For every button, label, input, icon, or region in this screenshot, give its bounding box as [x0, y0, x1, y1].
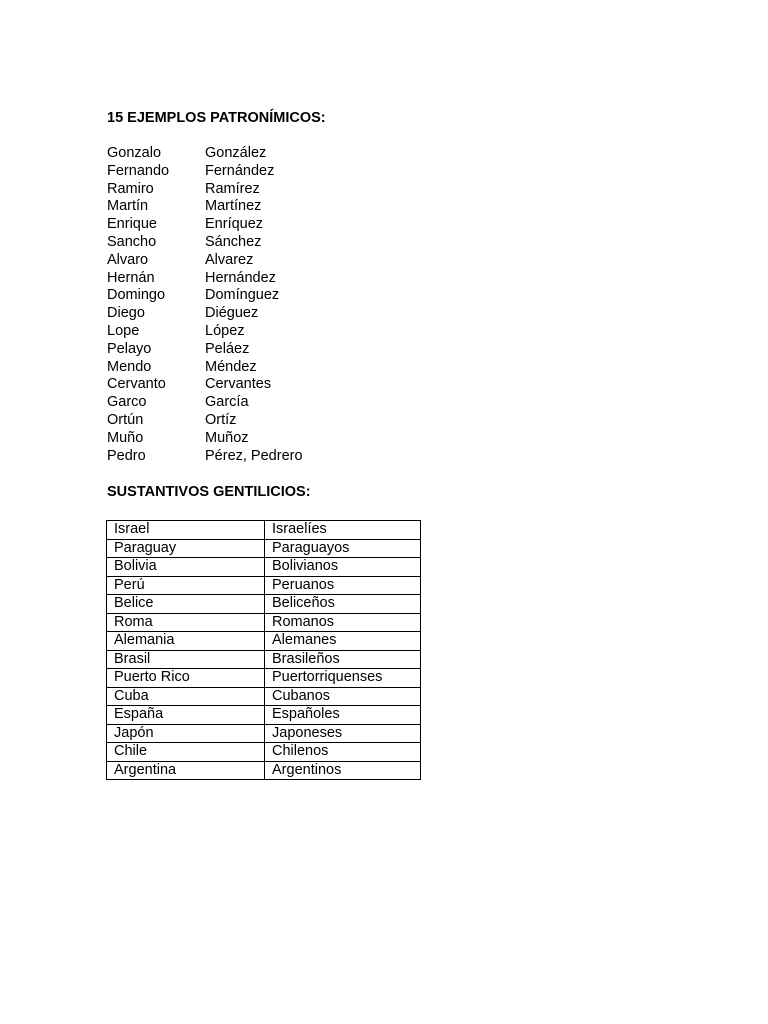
table-row: [107, 724, 421, 743]
place-cell: Belice: [107, 595, 265, 614]
surname: Diéguez: [205, 305, 259, 322]
demonym-cell: Paraguayos: [265, 539, 421, 558]
demonym-cell: Alemanes: [265, 632, 421, 651]
demonym-cell: Beliceños: [265, 595, 421, 614]
place-cell: Alemania: [107, 632, 265, 651]
table-row: [107, 669, 421, 688]
given-name: Pedro: [107, 447, 146, 464]
table-row: [107, 743, 421, 762]
demonym-cell: Peruanos: [265, 576, 421, 595]
surname: Muñoz: [205, 429, 249, 446]
table-row: [107, 613, 421, 632]
surname: Sánchez: [205, 233, 262, 250]
table-row: [107, 706, 421, 725]
given-name: Ortún: [107, 411, 144, 428]
place-cell: Israel: [107, 521, 265, 540]
demonym-cell: Brasileños: [265, 650, 421, 669]
given-name: Muño: [107, 429, 144, 446]
place-cell: Chile: [107, 743, 265, 762]
given-name: Mendo: [107, 358, 152, 375]
demonym-cell: Chilenos: [265, 743, 421, 762]
given-name: Gonzalo: [107, 145, 162, 161]
demonym-cell: Romanos: [265, 613, 421, 632]
table-row: [107, 521, 421, 540]
surname: Alvarez: [205, 251, 254, 268]
place-cell: Argentina: [107, 761, 265, 780]
gentilicios-table: [106, 520, 421, 780]
place-cell: Brasil: [107, 650, 265, 669]
surname: Martínez: [205, 198, 262, 215]
demonym-cell: Japoneses: [265, 724, 421, 743]
surname: Hernández: [205, 269, 276, 286]
demonym-cell: Bolivianos: [265, 558, 421, 577]
table-row: [107, 558, 421, 577]
given-name: Ramiro: [107, 180, 154, 197]
surname: Peláez: [205, 340, 250, 357]
given-name: Hernán: [107, 269, 155, 286]
surname: López: [205, 322, 245, 339]
place-cell: España: [107, 706, 265, 725]
surname: García: [205, 394, 249, 411]
given-name: Enrique: [107, 216, 157, 233]
place-cell: Bolivia: [107, 558, 265, 577]
place-cell: Paraguay: [107, 539, 265, 558]
given-name: Sancho: [107, 233, 157, 250]
place-cell: Perú: [107, 576, 265, 595]
demonym-cell: Cubanos: [265, 687, 421, 706]
table-row: [107, 650, 421, 669]
surname: González: [205, 145, 267, 161]
patronimicos-heading: 15 EJEMPLOS PATRONÍMICOS:: [107, 110, 326, 126]
given-name: Fernando: [107, 162, 170, 179]
given-name: Cervanto: [107, 376, 166, 393]
gentilicios-heading: SUSTANTIVOS GENTILICIOS:: [107, 484, 311, 500]
place-cell: Puerto Rico: [107, 669, 265, 688]
table-row: [107, 539, 421, 558]
place-cell: Cuba: [107, 687, 265, 706]
surname: Fernández: [205, 162, 275, 179]
demonym-cell: Argentinos: [265, 761, 421, 780]
given-name: Martín: [107, 198, 149, 215]
table-row: [107, 576, 421, 595]
table-row: [107, 761, 421, 780]
place-cell: Japón: [107, 724, 265, 743]
surname: Pérez, Pedrero: [205, 447, 303, 464]
surname: Méndez: [205, 358, 257, 375]
table-row: [107, 687, 421, 706]
table-row: [107, 595, 421, 614]
place-cell: Roma: [107, 613, 265, 632]
surname: Enríquez: [205, 216, 264, 233]
table-row: [107, 632, 421, 651]
given-name: Domingo: [107, 287, 166, 304]
given-name: Alvaro: [107, 251, 149, 268]
given-name: Diego: [107, 305, 145, 322]
demonym-cell: Puertorriquenses: [265, 669, 421, 688]
given-name: Pelayo: [107, 340, 152, 357]
surname: Ortíz: [205, 411, 237, 428]
surname: Ramírez: [205, 180, 260, 197]
demonym-cell: Israelíes: [265, 521, 421, 540]
surname: Domínguez: [205, 287, 280, 304]
given-name: Garco: [107, 394, 147, 411]
demonym-cell: Españoles: [265, 706, 421, 725]
given-name: Lope: [107, 322, 140, 339]
surname: Cervantes: [205, 376, 272, 393]
